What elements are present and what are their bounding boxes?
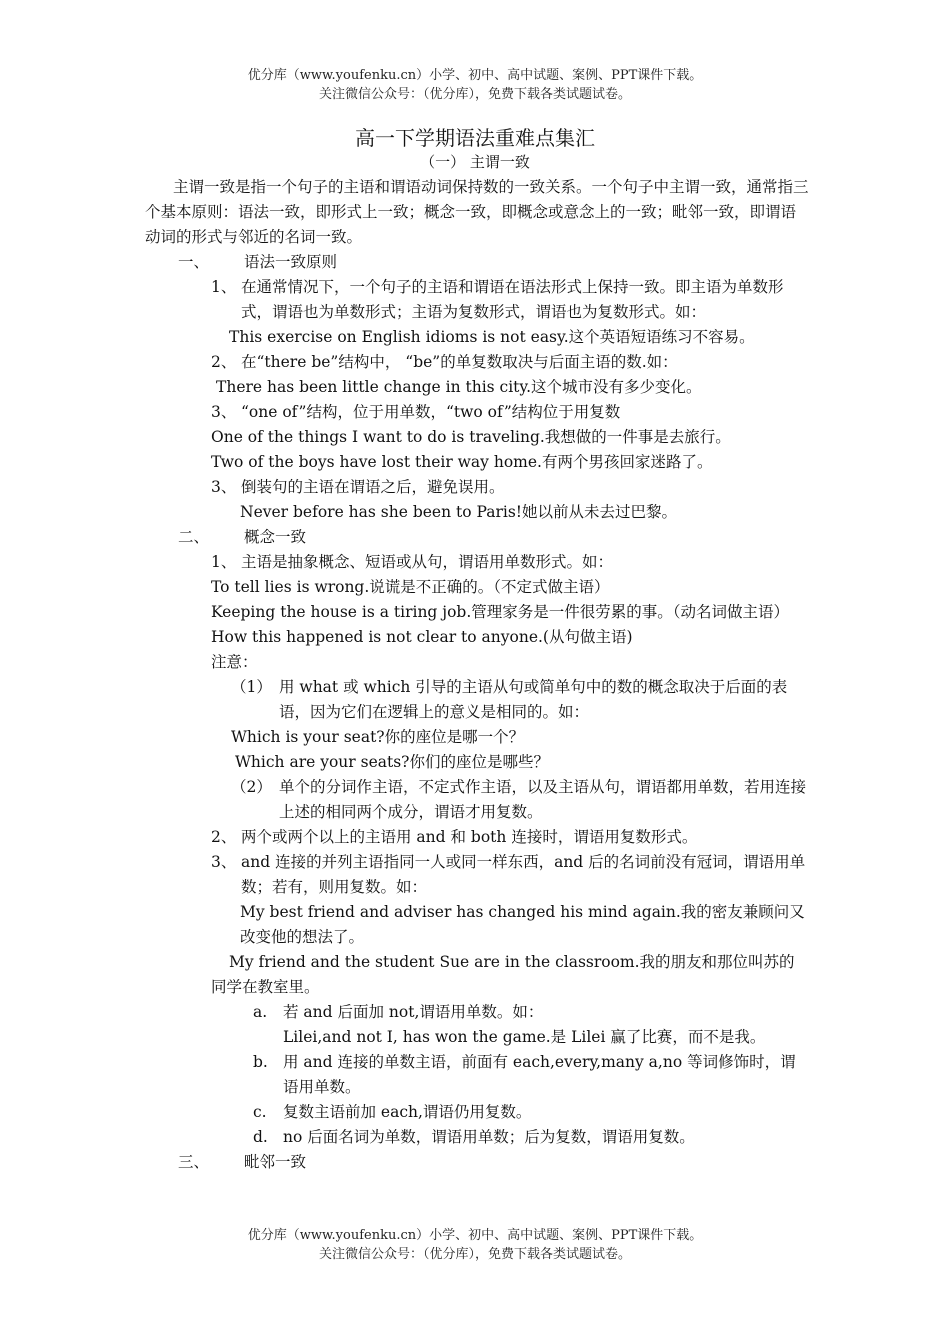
intro-paragraph: 主谓一致是指一个句子的主语和谓语动词保持数的一致关系。一个句子中主谓一致，通常指三个基本原则：语法一致，即形式上一致；概念一致，即概念或意念上的一致；毗邻一致，即谓语动词的形式与邻近的名词一致。 <box>145 178 809 246</box>
section-title: 概念一致 <box>244 528 307 546</box>
note-item <box>145 675 810 725</box>
list-item <box>145 850 810 900</box>
item-text: “one of”结构，位于用单数，“two of”结构位于用复数 <box>241 403 621 421</box>
example-sentence: There has been little change in this city.这个城市没有多少变化。 <box>216 378 702 396</box>
item-text: 在“there be”结构中， “be”的单复数取决与后面主语的数.如： <box>241 353 678 371</box>
list-item <box>145 400 810 425</box>
example-sentence: My friend and the student Sue are in the classroom.我的朋友和那位叫苏的同学在教室里。 <box>211 953 795 996</box>
section-number: 一、 <box>178 253 210 271</box>
sub-item-letter: d. <box>253 1128 268 1146</box>
section-title: 语法一致原则 <box>244 253 338 271</box>
sub-item-text: 复数主语前加 each,谓语仍用复数。 <box>283 1103 532 1121</box>
sub-item <box>145 1000 810 1025</box>
list-item <box>145 275 810 325</box>
item-number: 3、 <box>211 403 237 421</box>
list-item <box>145 475 810 500</box>
section-title: 毗邻一致 <box>244 1153 307 1171</box>
note-label: 注意： <box>211 653 258 671</box>
page-header <box>0 66 950 104</box>
item-number: 2、 <box>211 828 237 846</box>
item-number: 2、 <box>211 353 237 371</box>
header-line-1: 优分库（www.youfenku.cn）小学、初中、高中试题、案例、PPT课件下载。 <box>247 68 703 83</box>
sub-item-letter: c. <box>253 1103 267 1121</box>
section-heading <box>145 250 810 275</box>
list-item <box>145 550 810 575</box>
item-text: 倒装句的主语在谓语之后，避免误用。 <box>241 478 505 496</box>
example-sentence: Lilei,and not I, has won the game.是 Lilei 赢了比赛，而不是我。 <box>283 1028 766 1046</box>
example-sentence: Never before has she been to Paris!她以前从未去过巴黎。 <box>240 503 678 521</box>
example-sentence: My best friend and adviser has changed his mind again.我的密友兼顾问又改变他的想法了。 <box>240 903 805 946</box>
example-sentence: To tell lies is wrong.说谎是不正确的。（不定式做主语） <box>211 578 610 596</box>
footer-line-2: 关注微信公众号：（优分库），免费下载各类试题试卷。 <box>318 1247 631 1262</box>
sub-item-letter: a. <box>253 1003 268 1021</box>
document-body <box>145 175 810 1175</box>
sub-item-text: 若 and 后面加 not,谓语用单数。如： <box>283 1003 544 1021</box>
document-subtitle: （一） 主谓一致 <box>420 153 530 171</box>
example-sentence: Which are your seats?你们的座位是哪些？ <box>235 753 549 771</box>
page-footer <box>0 1226 950 1264</box>
sub-item-text: 用 and 连接的单数主语，前面有 each,every,many a,no 等词修饰时，谓语用单数。 <box>283 1053 796 1096</box>
list-item <box>145 350 810 375</box>
example-sentence: How this happened is not clear to anyone.(从句做主语) <box>211 628 633 646</box>
sub-item <box>145 1050 810 1100</box>
header-line-2: 关注微信公众号：（优分库），免费下载各类试题试卷。 <box>318 87 631 102</box>
item-text: and 连接的并列主语指同一人或同一样东西，and 后的名词前没有冠词，谓语用单数；若有，则用复数。如： <box>241 853 806 896</box>
item-number: 1、 <box>211 278 237 296</box>
example-sentence: Two of the boys have lost their way home.有两个男孩回家迷路了。 <box>211 453 713 471</box>
item-text: 主语是抽象概念、短语或从句，谓语用单数形式。如： <box>241 553 614 571</box>
example-sentence: Keeping the house is a tiring job.管理家务是一件很劳累的事。（动名词做主语） <box>211 603 790 621</box>
footer-line-1: 优分库（www.youfenku.cn）小学、初中、高中试题、案例、PPT课件下载。 <box>247 1228 703 1243</box>
note-number: （2） <box>231 778 272 796</box>
item-number: 3、 <box>211 853 237 871</box>
sub-item-text: no 后面名词为单数，谓语用单数；后为复数，谓语用复数。 <box>283 1128 695 1146</box>
item-text: 在通常情况下，一个句子的主语和谓语在语法形式上保持一致。即主语为单数形式，谓语也为单数形式；主语为复数形式，谓语也为复数形式。如： <box>241 278 784 321</box>
section-heading <box>145 525 810 550</box>
section-number: 三、 <box>178 1153 210 1171</box>
list-item <box>145 825 810 850</box>
example-sentence: One of the things I want to do is traveling.我想做的一件事是去旅行。 <box>211 428 731 446</box>
section-heading <box>145 1150 810 1175</box>
sub-item <box>145 1100 810 1125</box>
note-text: 单个的分词作主语，不定式作主语，以及主语从句，谓语都用单数，若用连接上述的相同两个成分，谓语才用复数。 <box>279 778 807 821</box>
item-text: 两个或两个以上的主语用 and 和 both 连接时，谓语用复数形式。 <box>241 828 698 846</box>
section-number: 二、 <box>178 528 210 546</box>
sub-item <box>145 1125 810 1150</box>
item-number: 1、 <box>211 553 237 571</box>
note-text: 用 what 或 which 引导的主语从句或简单句中的数的概念取决于后面的表语，因为它们在逻辑上的意义是相同的。如： <box>279 678 788 721</box>
item-number: 3、 <box>211 478 237 496</box>
note-item <box>145 775 810 825</box>
document-title: 高一下学期语法重难点集汇 <box>355 126 595 150</box>
note-number: （1） <box>231 678 272 696</box>
example-sentence: Which is your seat?你的座位是哪一个？ <box>231 728 525 746</box>
sub-item-letter: b. <box>253 1053 268 1071</box>
example-sentence: This exercise on English idioms is not easy.这个英语短语练习不容易。 <box>229 328 755 346</box>
